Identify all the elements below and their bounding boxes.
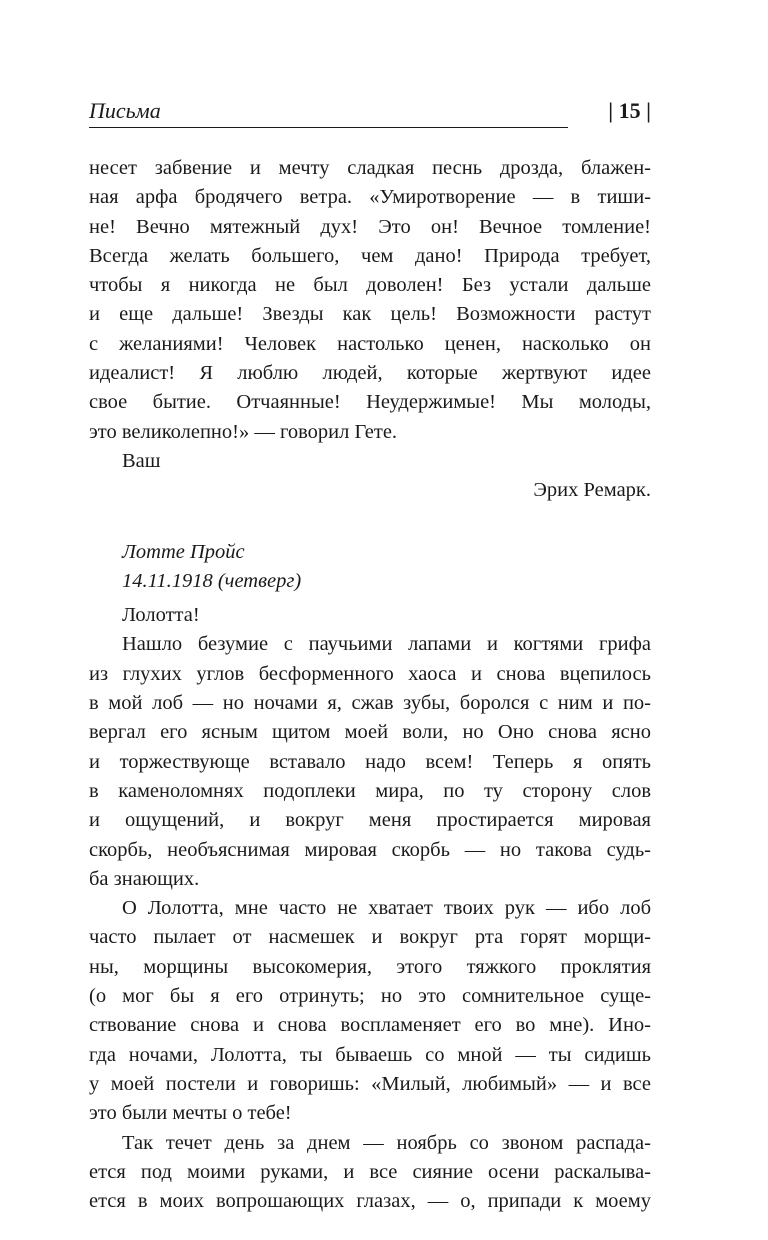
section-title: Письма: [89, 98, 161, 123]
text-line: несет забвение и мечту сладкая песнь дрозда, блажен-: [89, 157, 651, 179]
running-header: [89, 96, 651, 130]
section-gap: [89, 506, 651, 538]
text-line: в каменоломнях подоплеки мира, по ту сторону слов: [89, 779, 651, 802]
text-line: это великолепно!» — говорил Гете.: [89, 420, 398, 443]
text-line: у моей постели и говоришь: «Милый, любимый» — и все: [89, 1072, 651, 1095]
text-line: чтобы я никогда не был доволен! Без устали дальше: [89, 274, 651, 297]
text-line: в мой лоб — но ночами я, сжав зубы, боролся с ним и по-: [89, 692, 651, 715]
text-line: и ощущений, и вокруг меня простирается мировая: [89, 809, 651, 832]
text-line: это были мечты о тебе!: [89, 1102, 292, 1125]
letter-text: [89, 601, 651, 1216]
letter-ending: [89, 154, 651, 506]
text-line: идеалист! Я люблю людей, которые жертвуют идее: [89, 362, 651, 385]
text-line: часто пылает от насмешек и вокруг рта горят морщи-: [89, 926, 651, 949]
page-body: [89, 154, 651, 1216]
letter-heading: [89, 538, 651, 597]
text-line: и торжествующе вставало надо всем! Теперь я опять: [89, 750, 651, 773]
text-line: свое бытие. Отчаянные! Неудержимые! Мы молоды,: [89, 391, 651, 414]
text-line: ется под моими руками, и все сияние осени раскалыва-: [89, 1160, 651, 1183]
text-line: вергал его ясным щитом моей воли, но Оно снова ясно: [89, 721, 651, 744]
text-line: из глухих углов бесформенного хаоса и снова вцепилось: [89, 662, 651, 685]
text-line: с желаниями! Человек настолько ценен, насколько он: [89, 332, 651, 355]
text-line: гда ночами, Лолотта, ты бываешь со мной — ты сидишь: [89, 1043, 651, 1066]
text-line: ствование снова и снова воспламеняет его во мне). Ино-: [89, 1014, 651, 1037]
signature: Эрих Ремарк.: [533, 479, 651, 502]
text-line: Нашло безумие с паучьими лапами и когтями грифа: [122, 633, 651, 656]
text-line: ны, морщины высокомерия, этого тяжкого проклятия: [89, 955, 651, 978]
header-rule: [89, 127, 568, 128]
text-line: ба знающих.: [89, 867, 200, 890]
text-line: ется в моих вопрошающих глазах, — о, припади к моему: [89, 1190, 651, 1213]
text-line: ная арфа бродячего ветра. «Умиротворение — в тиши-: [89, 186, 651, 209]
text-line: скорбь, необъяснимая мировая скорбь — но такова судь-: [89, 838, 651, 861]
text-line: (о мог бы я его отринуть; но это сомнительное суще-: [89, 985, 651, 1008]
text-line: и еще дальше! Звезды как цель! Возможности растут: [89, 303, 651, 326]
letter-addressee: Лотте Пройс: [122, 540, 245, 563]
page-number: | 15 |: [608, 98, 651, 123]
text-line: О Лолотта, мне часто не хватает твоих рук — ибо лоб: [122, 897, 651, 920]
letter-closing: Ваш: [122, 449, 161, 472]
text-line: Всегда желать большего, чем дано! Природа требует,: [89, 244, 651, 267]
salutation: Лолотта!: [122, 604, 200, 627]
letter-date: 14.11.1918 (четверг): [122, 569, 302, 592]
text-line: Так течет день за днем — ноябрь со звоном распада-: [122, 1131, 651, 1154]
text-line: не! Вечно мятежный дух! Это он! Вечное томление!: [89, 215, 651, 238]
